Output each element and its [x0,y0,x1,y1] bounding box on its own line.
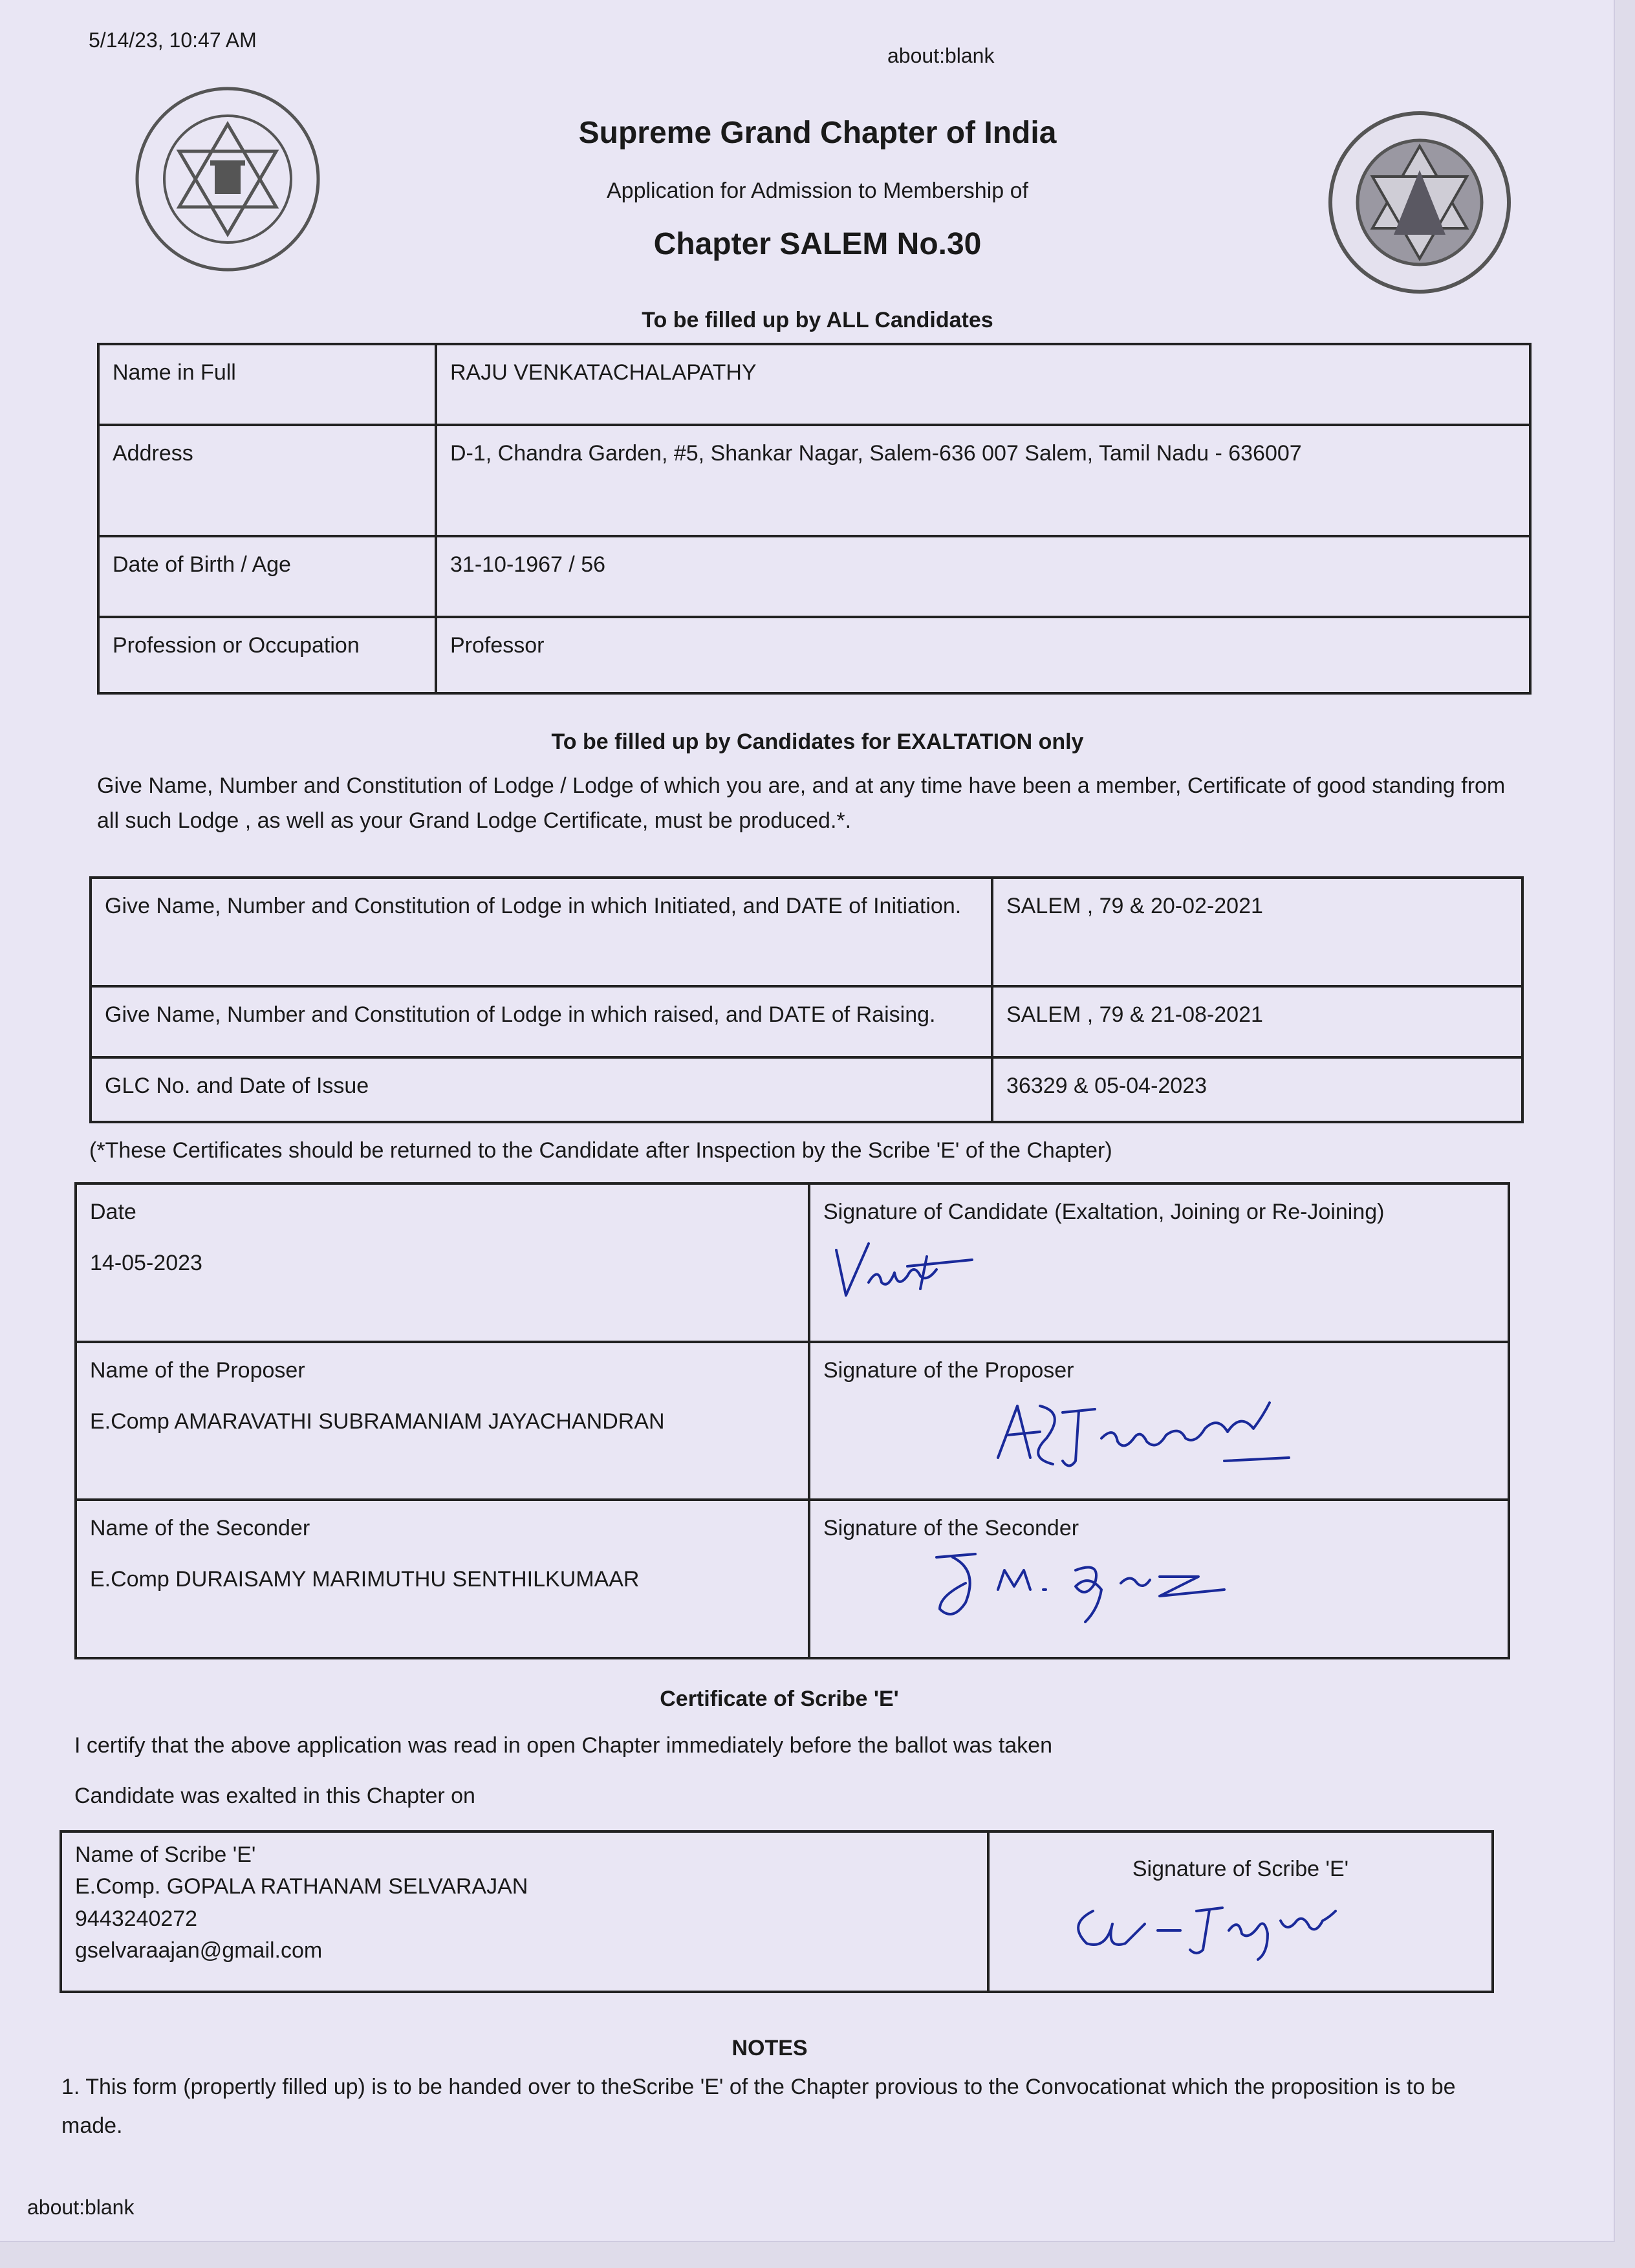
scribe-email: gselvaraajan@gmail.com [75,1938,323,1963]
date-value: 14-05-2023 [90,1251,202,1276]
print-url: about:blank [887,44,995,67]
proposer-signature-icon [979,1387,1431,1477]
exaltation-instructions: Give Name, Number and Constitution of Lodge / Lodge of which you are, and at any time have been a member, Certificate of good standing from all such Lodge , as well as your Grand Lodge Certificate, must be produced.*. [97,773,1506,834]
print-datetime: 5/14/23, 10:47 AM [89,28,257,52]
scribe-table [60,1830,1494,1993]
table-row [91,1057,1522,1122]
seconder-name: E.Comp DURAISAMY MARIMUTHU SENTHILKUMAAR [90,1566,640,1592]
table-row [76,1500,1509,1658]
scribe-details-cell [61,1831,988,1992]
section-exaltation-heading: To be filled up by Candidates for EXALTATION only [551,729,1084,754]
table-row [76,1183,1509,1342]
signature-table [74,1182,1510,1659]
proposer-signature-cell [809,1342,1509,1500]
notes-heading: NOTES [731,2036,808,2060]
certificates-footnote: (*These Certificates should be returned to the Candidate after Inspection by the Scribe 'E' of the Chapter) [89,1138,1112,1163]
name-label: Name in Full [98,344,436,425]
proposer-name: E.Comp AMARAVATHI SUBRAMANIAM JAYACHANDRAN [90,1409,665,1434]
table-row [76,1342,1509,1500]
scribe-name-label: Name of Scribe 'E' [75,1842,256,1867]
table-row [91,986,1522,1057]
address-value: D-1, Chandra Garden, #5, Shankar Nagar, Salem-636 007 Salem, Tamil Nadu - 636007 [436,425,1530,536]
notes-item: 1. This form (propertly filled up) is to be handed over to theScribe 'E' of the Chapter provious to the Convocationat which the proposition is to be made. [61,2075,1456,2138]
date-cell [76,1183,809,1342]
seconder-name-cell [76,1500,809,1658]
seconder-signature-icon [927,1544,1341,1628]
scribe-signature-cell [988,1831,1493,1992]
table-row [98,617,1530,693]
candidate-signature-cell [809,1183,1509,1342]
scribe-statement: I certify that the above application was read in open Chapter immediately before the ballot was taken [74,1733,1052,1758]
dob-value: 31-10-1967 / 56 [436,536,1530,617]
table-row [91,878,1522,986]
section-all-heading: To be filled up by ALL Candidates [642,308,993,332]
table-row [98,425,1530,536]
lodge-details-table [89,876,1524,1123]
initiation-value: SALEM , 79 & 20-02-2021 [992,878,1522,986]
table-row [98,344,1530,425]
seconder-signature-label: Signature of the Seconder [823,1515,1079,1540]
proposer-label: Name of the Proposer [90,1358,305,1383]
scribe-name: E.Comp. GOPALA RATHANAM SELVARAJAN [75,1874,528,1899]
name-value: RAJU VENKATACHALAPATHY [436,344,1530,425]
scribe-signature-icon [1061,1885,1449,1963]
org-title: Supreme Grand Chapter of India [578,116,1057,150]
address-label: Address [98,425,436,536]
proposer-name-cell [76,1342,809,1500]
chapter-title: Chapter SALEM No.30 [653,227,982,261]
date-label: Date [90,1200,136,1224]
print-footer-url: about:blank [27,2196,135,2219]
raising-value: SALEM , 79 & 21-08-2021 [992,986,1522,1057]
raising-label: Give Name, Number and Constitution of Lodge in which raised, and DATE of Raising. [91,986,992,1057]
seconder-label: Name of the Seconder [90,1515,310,1540]
initiation-label: Give Name, Number and Constitution of Lodge in which Initiated, and DATE of Initiation. [91,878,992,986]
table-row [98,536,1530,617]
scribe-signature-label: Signature of Scribe 'E' [1132,1857,1349,1881]
scribe-certificate-heading: Certificate of Scribe 'E' [660,1687,899,1711]
profession-value: Professor [436,617,1530,693]
application-subtitle: Application for Admission to Membership of [607,178,1028,203]
profession-label: Profession or Occupation [98,617,436,693]
dob-label: Date of Birth / Age [98,536,436,617]
candidate-signature-icon [823,1231,991,1308]
candidate-details-table [97,343,1532,695]
proposer-signature-label: Signature of the Proposer [823,1358,1074,1383]
table-row [61,1831,1493,1992]
candidate-signature-label: Signature of Candidate (Exaltation, Joining or Re-Joining) [823,1200,1385,1224]
scribe-phone: 9443240272 [75,1906,198,1931]
glc-value: 36329 & 05-04-2023 [992,1057,1522,1122]
exalted-on-text: Candidate was exalted in this Chapter on [74,1784,475,1808]
seconder-signature-cell [809,1500,1509,1658]
glc-label: GLC No. and Date of Issue [91,1057,992,1122]
